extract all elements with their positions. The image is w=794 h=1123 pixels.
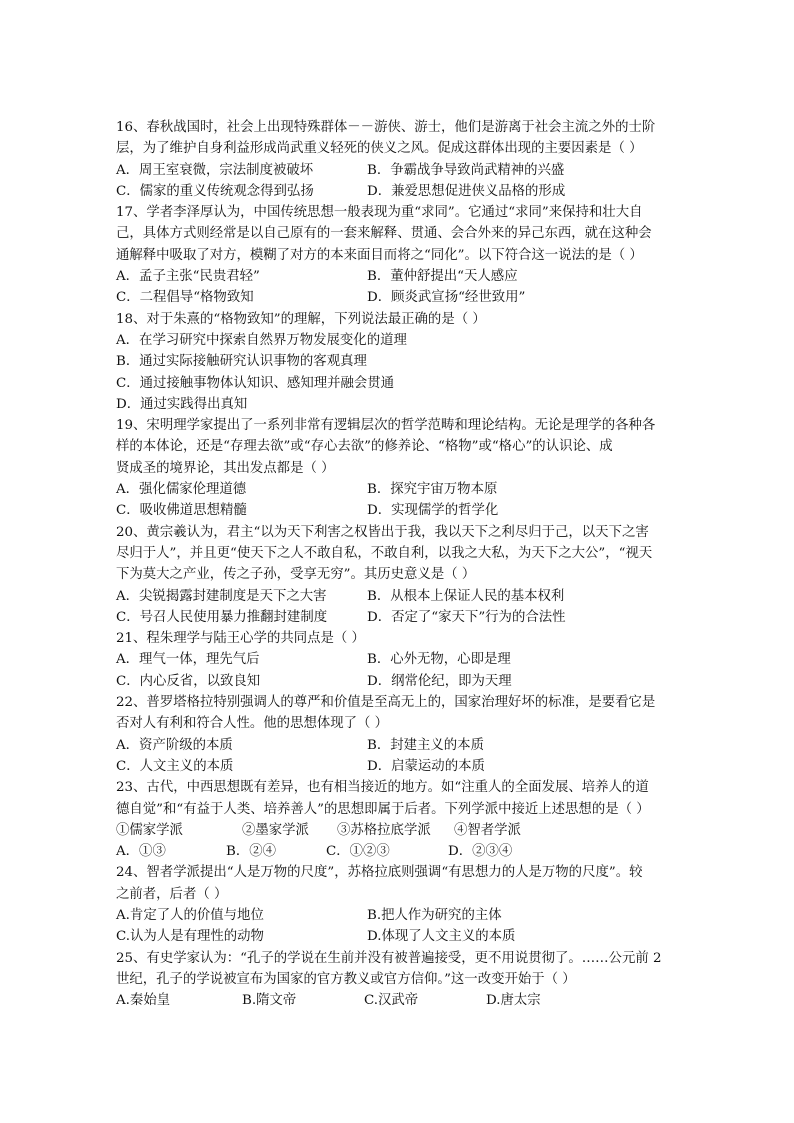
school-list [116, 820, 686, 841]
option-c: C．号召人民使用暴力推翻封建制度 [116, 609, 328, 625]
option-c: C.认为人是有理性的动物 [116, 929, 264, 945]
question-stem-line: 19、宋明理学家提出了一系列非常有逻辑层次的哲学范畴和理论结构。无论是理学的各种各 [116, 418, 656, 434]
question-stem-line: 层，为了维护自身利益形成尚武重义轻死的侠义之风。促成这群体出现的主要因素是（ ） [116, 141, 643, 157]
option-c: C．儒家的重义传统观念得到弘扬 [116, 183, 314, 199]
question-17 [116, 202, 686, 308]
question-stem-line: 22、普罗塔格拉特别强调人的尊严和价值是至高无上的，国家治理好坏的标准，是要看它是 [116, 695, 656, 711]
option-row [116, 756, 686, 777]
option-a: A.秦始皇 [116, 993, 171, 1009]
option-b: B．②④ [226, 844, 277, 860]
option-row [116, 926, 686, 947]
option-a: A．①③ [116, 844, 166, 860]
question-stem-line: 24、智者学派提出“人是万物的尺度”，苏格拉底则强调“有思想力的人是万物的尺度”。较 [116, 865, 643, 881]
option-row [116, 990, 686, 1011]
question-stem-line: 贤成圣的境界论，其出发点都是（ ） [116, 460, 335, 476]
option-d: D．实现儒学的哲学化 [367, 503, 499, 519]
option-a: A.肯定了人的价值与地位 [116, 907, 264, 923]
question-22 [116, 692, 686, 777]
option-a: A．强化儒家伦理道德 [116, 482, 247, 498]
option-c: C．内心反省，以致良知 [116, 673, 261, 689]
option-row [116, 905, 686, 926]
option-d: D．通过实践得出真知 [116, 396, 248, 412]
question-18 [116, 309, 686, 415]
question-stem-line: 23、古代，中西思想既有差异，也有相当接近的地方。如“注重人的全面发展、培养人的道 [116, 780, 649, 796]
option-d: D．②③④ [448, 844, 513, 860]
question-19 [116, 415, 686, 521]
question-stem-line: 16、春秋战国时，社会上出现特殊群体－－游侠、游士，他们是游离于社会主流之外的士阶 [116, 120, 656, 135]
question-stem-line: 己，具体方式则经常是以自己原有的一套来解释、贯通、会合外来的异己东西，就在这种会 [116, 226, 652, 242]
option-d: D．启蒙运动的本质 [367, 758, 485, 774]
option-d: D.体现了人文主义的本质 [367, 929, 516, 945]
option-row [116, 607, 686, 628]
option-b: B．封建主义的本质 [367, 737, 484, 753]
option-d: D．兼爱思想促进侠义品格的形成 [367, 183, 566, 199]
option-row [116, 287, 686, 308]
option-a: A．尖锐揭露封建制度是天下之大害 [116, 588, 327, 604]
option-c: C．人文主义的本质 [116, 758, 234, 774]
option-row [116, 841, 686, 862]
option-row [116, 500, 686, 521]
question-stem-line: 25、有史学家认为：“孔子的学说在生前并没有被普遍接受，更不用说贯彻了。……公元前 2 [116, 950, 662, 966]
question-stem-line: 尽归于人”，并且更“使天下之人不敢自私，不敢自利，以我之大私，为天下之大公”，“视天 [116, 545, 653, 561]
question-stem-line: 20、黄宗羲认为，君主“以为天下利害之权皆出于我，我以天下之利尽归于己，以天下之害 [116, 524, 649, 540]
option-row [116, 671, 686, 692]
option-d: D．否定了“家天下”行为的合法性 [367, 609, 566, 625]
option-b: B．心外无物，心即是理 [367, 652, 511, 668]
question-stem-line: 下为莫大之产业，传之子孙，受享无穷”。其历史意义是（ ） [116, 567, 476, 583]
option-a: A．孟子主张“民贵君轻” [116, 269, 260, 285]
option-a: A．周王室衰微，宗法制度被破坏 [116, 162, 314, 178]
option-b: B.把人作为研究的主体 [367, 907, 502, 923]
school-item: ②墨家学派 [242, 822, 309, 838]
option-d: D．顾炎武宣扬“经世致用” [367, 290, 526, 306]
question-stem-line: 通解释中吸取了对方，模糊了对方的本来面目而将之“同化”。以下符合这一说法的是（ ） [116, 247, 643, 263]
question-16 [116, 117, 686, 202]
option-b: B．通过实际接触研究认识事物的客观真理 [116, 354, 367, 370]
question-stem-line: 之前者，后者（ ） [116, 886, 228, 902]
question-stem-line: 否对人有利和符合人性。他的思想体现了（ ） [116, 716, 389, 732]
option-b: B．从根本上保证人民的基本权利 [367, 588, 565, 604]
question-20 [116, 522, 686, 628]
question-page [116, 117, 686, 1011]
option-a: A．在学习研究中探索自然界万物发展变化的道理 [116, 332, 407, 348]
option-a: A．理气一体，理先气后 [116, 652, 260, 668]
question-stem-line: 德自觉”和“有益于人类、培养善人”的思想即属于后者。下列学派中接近上述思想的是（ ） [116, 801, 650, 817]
question-stem-line: 世纪，孔子的学说被宣布为国家的官方教义或官方信仰。”这一改变开始于（ ） [116, 971, 576, 987]
option-c: C．二程倡导“格物致知 [116, 290, 254, 306]
option-a: A．资产阶级的本质 [116, 737, 233, 753]
option-row [116, 266, 686, 287]
option-row [116, 160, 686, 181]
option-c: C.汉武帝 [364, 993, 419, 1009]
question-stem-line: 18、对于朱熹的“格物致知”的理解，下列说法最正确的是（ ） [116, 311, 486, 327]
option-row [116, 479, 686, 500]
option-b: B．争霸战争导致尚武精神的兴盛 [367, 162, 565, 178]
question-23 [116, 777, 686, 862]
option-row [116, 649, 686, 670]
school-item: ④智者学派 [454, 822, 521, 838]
question-stem-line: 17、学者李泽厚认为，中国传统思想一般表现为重“求同”。它通过“求同”来保持和壮大自 [116, 205, 643, 221]
option-c: C．吸收佛道思想精髓 [116, 503, 247, 519]
question-stem-line: 样的本体论，还是“存理去欲”或“存心去欲”的修养论、“格物”或“格心”的认识论、成 [116, 439, 613, 455]
option-b: B．董仲舒提出“天人感应 [367, 269, 518, 285]
option-b: B．探究宇宙万物本原 [367, 482, 498, 498]
school-item: ①儒家学派 [116, 822, 183, 838]
question-25 [116, 948, 686, 1012]
option-row [116, 735, 686, 756]
question-21 [116, 628, 686, 692]
option-c: C．①②③ [326, 844, 390, 860]
option-b: B.隋文帝 [242, 993, 297, 1009]
question-24 [116, 862, 686, 947]
option-row [116, 181, 686, 202]
question-stem-line: 21、程朱理学与陆王心学的共同点是（ ） [116, 631, 365, 647]
option-d: D.唐太宗 [486, 993, 541, 1009]
option-row [116, 586, 686, 607]
school-item: ③苏格拉底学派 [337, 822, 431, 838]
option-d: D．纲常伦纪，即为天理 [367, 673, 512, 689]
option-c: C．通过接触事物体认知识、感知理并融会贯通 [116, 375, 395, 391]
